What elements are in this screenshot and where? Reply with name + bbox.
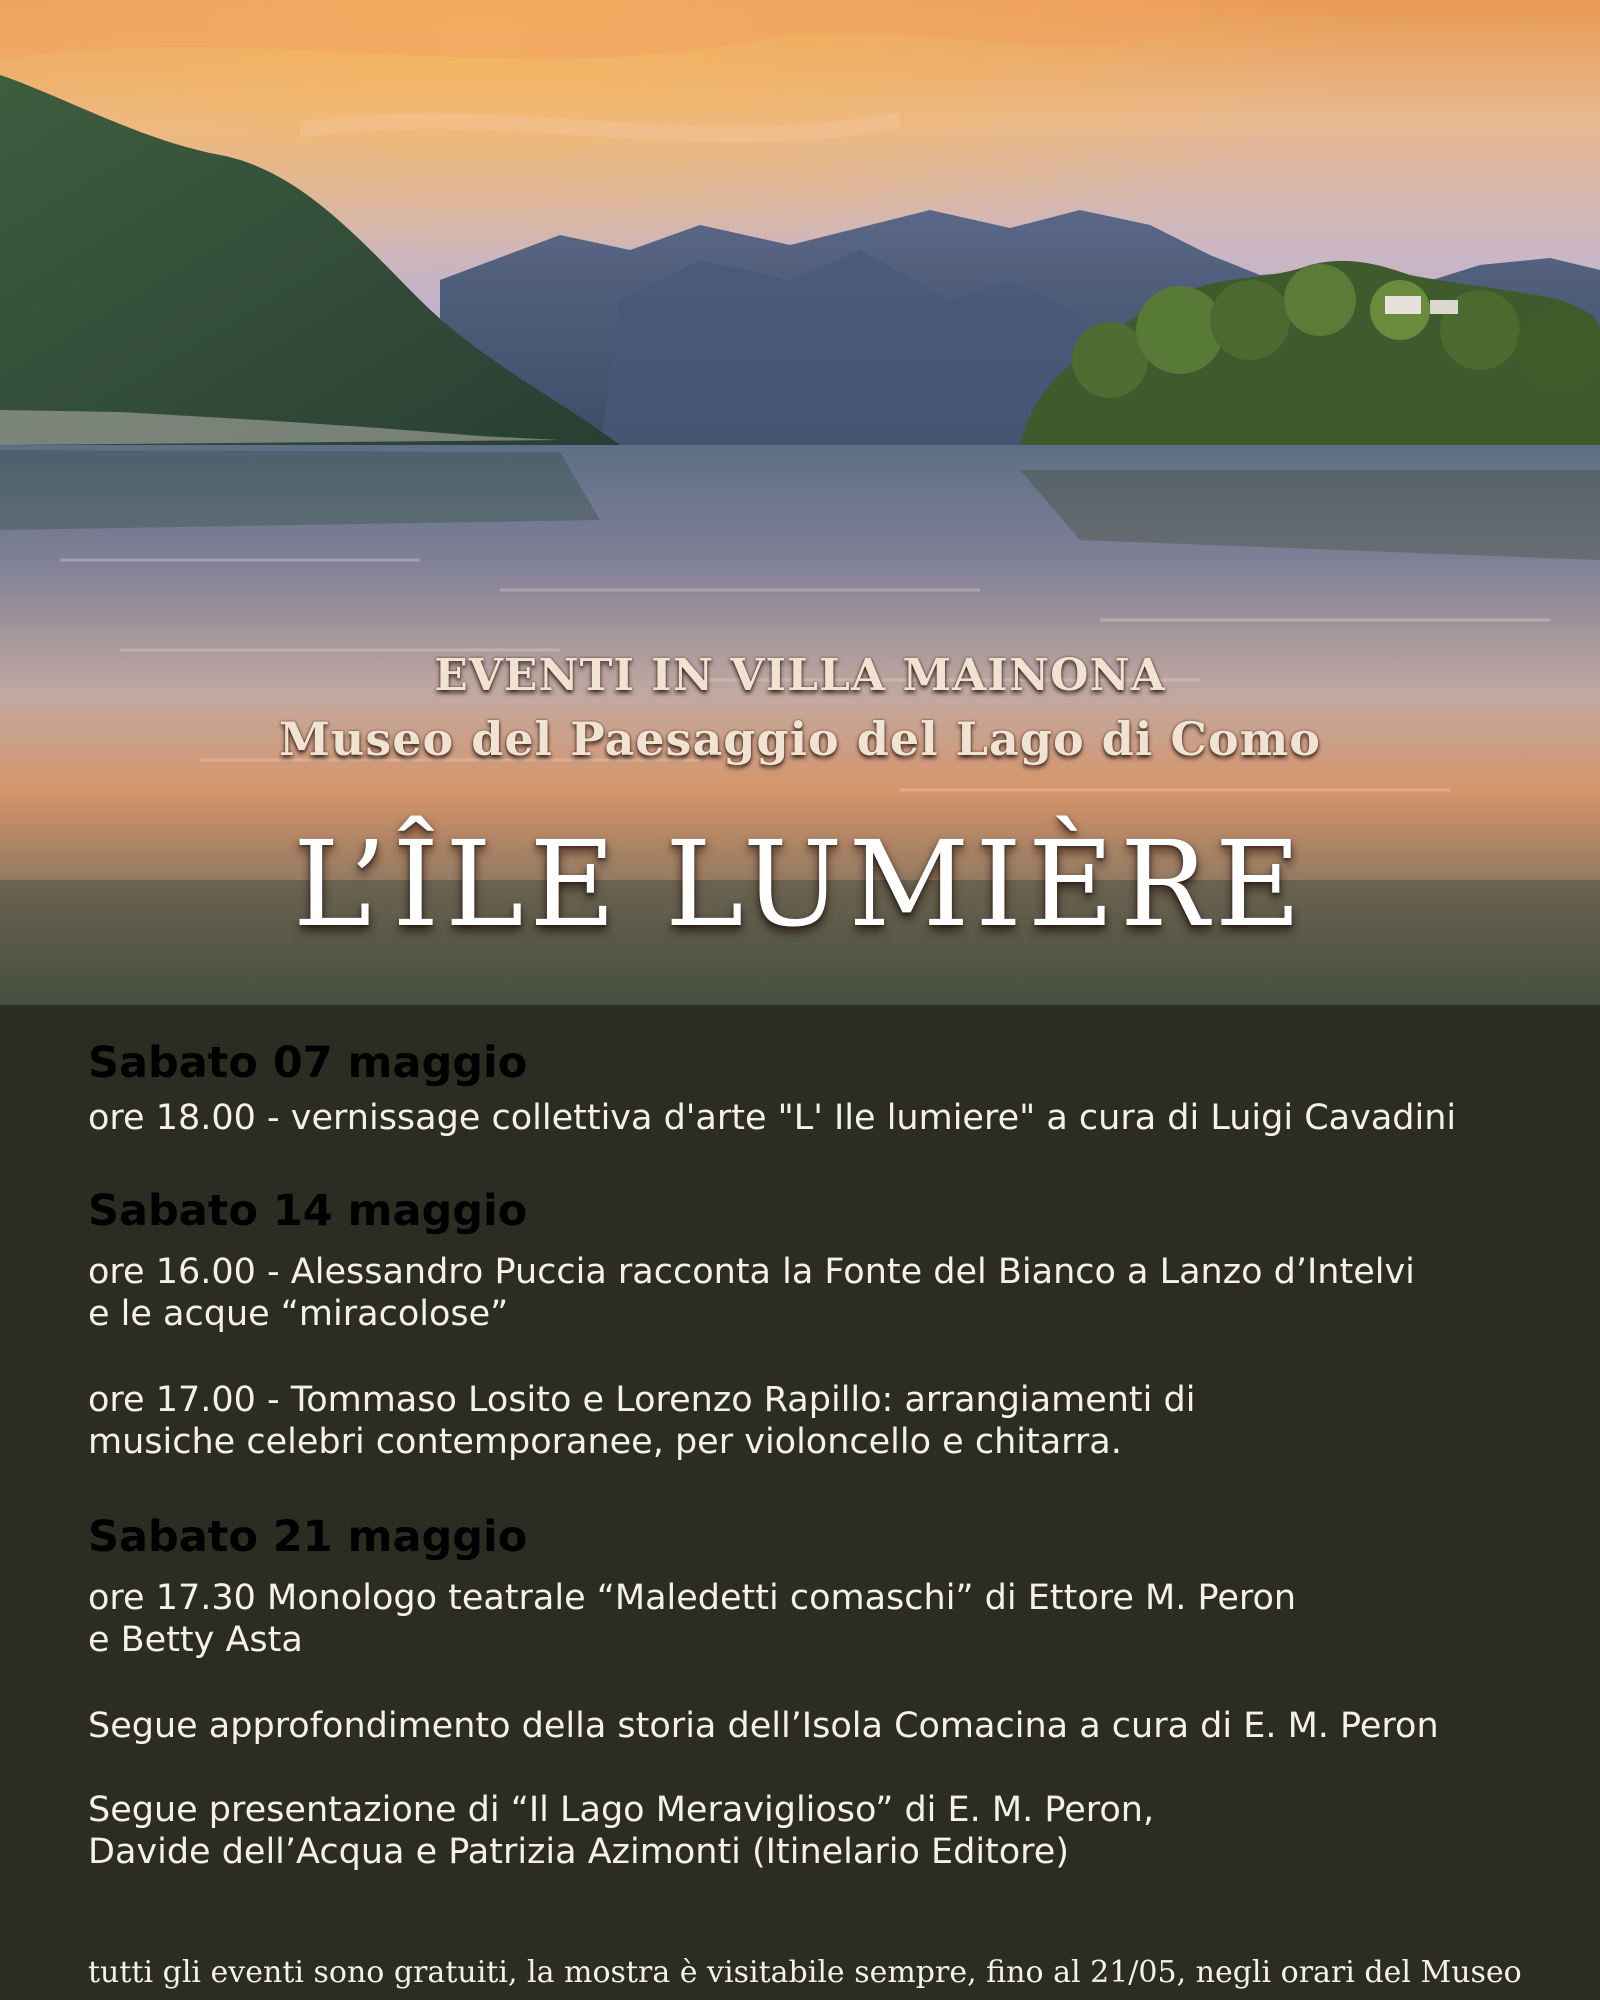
footer-note: tutti gli eventi sono gratuiti, la mostra è visitabile sempre, fino al 21/05, negli orari del Museo (88, 1955, 1522, 1990)
event-series-title: EVENTI IN VILLA MAINONA (434, 650, 1166, 701)
exhibition-title: L’ÎLE LUMIÈRE (292, 815, 1308, 953)
day-heading: Sabato 14 maggio (88, 1186, 528, 1236)
day-heading: Sabato 07 maggio (88, 1038, 528, 1088)
event-line: ore 17.30 Monologo teatrale “Maledetti comaschi” di Ettore M. Peron (88, 1578, 1297, 1618)
event-line: e le acque “miracolose” (88, 1294, 509, 1334)
event-line: Davide dell’Acqua e Patrizia Azimonti (Itinelario Editore) (88, 1832, 1069, 1872)
event-line: Segue approfondimento della storia dell’Isola Comacina a cura di E. M. Peron (88, 1706, 1439, 1746)
day-heading: Sabato 21 maggio (88, 1512, 528, 1562)
event-line: ore 16.00 - Alessandro Puccia racconta la Fonte del Bianco a Lanzo d’Intelvi (88, 1252, 1415, 1292)
event-line: ore 17.00 - Tommaso Losito e Lorenzo Rapillo: arrangiamenti di (88, 1380, 1196, 1420)
event-line: musiche celebri contemporanee, per violoncello e chitarra. (88, 1422, 1122, 1462)
museum-name: Museo del Paesaggio del Lago di Como (278, 712, 1321, 766)
event-line: Segue presentazione di “Il Lago Meraviglioso” di E. M. Peron, (88, 1790, 1155, 1830)
event-line: ore 18.00 - vernissage collettiva d'arte "L' Ile lumiere" a cura di Luigi Cavadini (88, 1098, 1457, 1138)
event-line: e Betty Asta (88, 1620, 303, 1660)
